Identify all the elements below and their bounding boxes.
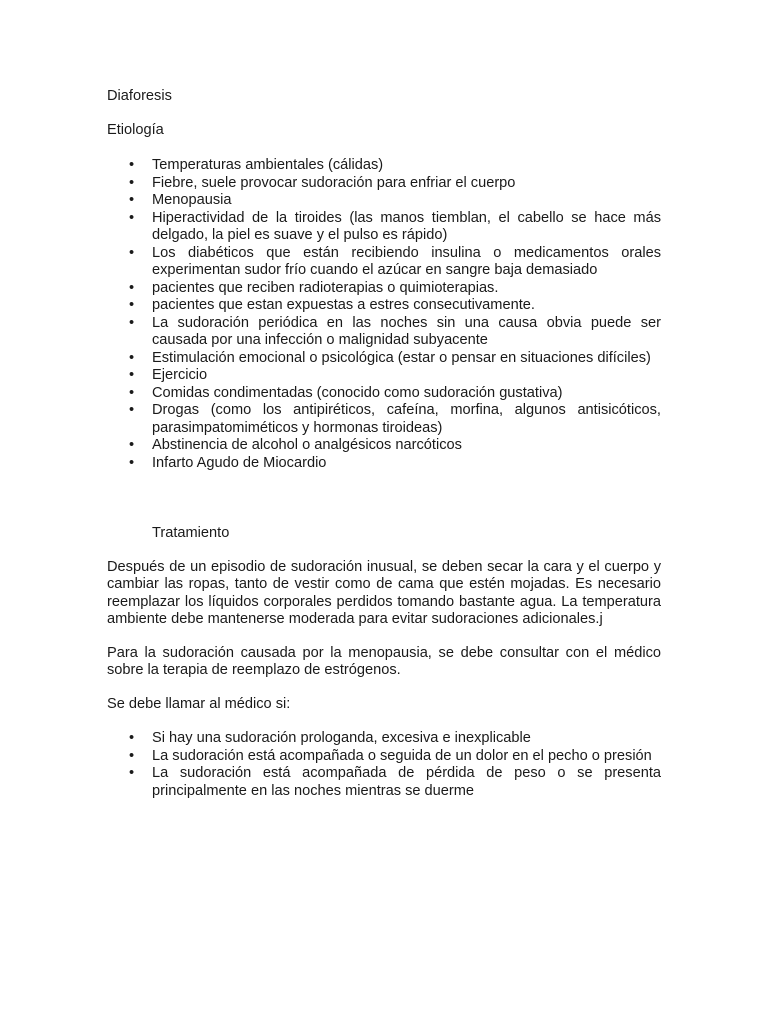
- list-item-text: Temperaturas ambientales (cálidas): [152, 157, 384, 173]
- list-item-text: Estimulación emocional o psicológica (estar o pensar en situaciones difíciles): [152, 349, 651, 366]
- bullet-icon: •: [129, 314, 135, 331]
- list-item: [107, 402, 661, 437]
- list-item-text: Fiebre, suele provocar sudoración para enfriar el cuerpo: [152, 174, 516, 191]
- list-item-text: Menopausia: [152, 192, 232, 208]
- bullet-icon: •: [129, 209, 135, 226]
- list-item: [107, 730, 661, 748]
- bullet-icon: •: [129, 157, 135, 173]
- list-item-text: pacientes que reciben radioterapias o quimioterapias.: [152, 279, 499, 296]
- document-title: Diaforesis: [107, 88, 172, 104]
- list-item: [107, 765, 661, 800]
- list-item-text: Ejercicio: [152, 367, 208, 383]
- list-item: [107, 297, 661, 315]
- bullet-icon: •: [129, 174, 135, 191]
- bullet-icon: •: [129, 297, 135, 313]
- list-item: [107, 245, 661, 280]
- list-item: [107, 315, 661, 350]
- list-item: [107, 210, 661, 245]
- bullet-icon: •: [129, 279, 135, 296]
- paragraph-cuidado: Después de un episodio de sudoración inusual, se deben secar la cara y el cuerpo y cambiar las ropas, tanto de vestir como de cama que estén mojadas. Es necesario reemplazar los líquidos corporales perdidos tomando bastante agua. La temperatura ambiente debe mantenerse moderada para evitar sudoraciones adicionales.j: [107, 558, 661, 627]
- list-item-text: Hiperactividad de la tiroides (las manos tiemblan, el cabello se hace más delgado, la piel es suave y el pulso es rápido): [152, 209, 661, 243]
- list-item: [107, 437, 661, 455]
- list-item: [107, 367, 661, 385]
- llamar-heading: Se debe llamar al médico si:: [107, 695, 291, 712]
- bullet-icon: •: [129, 192, 135, 208]
- list-item: [107, 280, 661, 298]
- list-item-text: La sudoración periódica en las noches sin una causa obvia puede ser causada por una infección o malignidad subyacente: [152, 314, 661, 348]
- list-item: [107, 385, 661, 403]
- list-item-text: Los diabéticos que están recibiendo insulina o medicamentos orales experimentan sudor frío cuando el azúcar en sangre baja demasiado: [152, 244, 661, 278]
- bullet-icon: •: [129, 747, 135, 764]
- bullet-icon: •: [129, 454, 135, 471]
- list-item: [107, 350, 661, 368]
- document-content: [107, 88, 661, 800]
- tratamiento-heading: Tratamiento: [152, 525, 230, 541]
- list-item: [107, 455, 661, 473]
- etiologia-heading: Etiología: [107, 121, 164, 138]
- list-item-text: Comidas condimentadas (conocido como sudoración gustativa): [152, 384, 563, 401]
- list-item: [107, 748, 661, 766]
- list-item-text: pacientes que estan expuestas a estres consecutivamente.: [152, 297, 535, 313]
- list-item-text: La sudoración está acompañada o seguida de un dolor en el pecho o presión: [152, 747, 652, 764]
- llamar-list: [107, 730, 661, 800]
- bullet-icon: •: [129, 765, 135, 781]
- bullet-icon: •: [129, 437, 135, 453]
- list-item: [107, 192, 661, 210]
- list-item-text: Infarto Agudo de Miocardio: [152, 454, 327, 471]
- bullet-icon: •: [129, 402, 135, 418]
- bullet-icon: •: [129, 730, 135, 746]
- etiologia-list: [107, 157, 661, 472]
- list-item: [107, 175, 661, 193]
- list-item: [107, 157, 661, 175]
- list-item-text: Si hay una sudoración prologanda, excesiva e inexplicable: [152, 730, 531, 746]
- list-item-text: Drogas (como los antipiréticos, cafeína, morfina, algunos antisicóticos, parasimpatomiméticos y hormonas tiroideas): [152, 402, 661, 436]
- bullet-icon: •: [129, 384, 135, 401]
- list-item-text: Abstinencia de alcohol o analgésicos narcóticos: [152, 437, 462, 453]
- bullet-icon: •: [129, 349, 135, 366]
- bullet-icon: •: [129, 367, 135, 383]
- list-item-text: La sudoración está acompañada de pérdida de peso o se presenta principalmente en las noches mientras se duerme: [152, 765, 661, 799]
- paragraph-menopausia: Para la sudoración causada por la menopausia, se debe consultar con el médico sobre la terapia de reemplazo de estrógenos.: [107, 644, 661, 678]
- bullet-icon: •: [129, 244, 135, 261]
